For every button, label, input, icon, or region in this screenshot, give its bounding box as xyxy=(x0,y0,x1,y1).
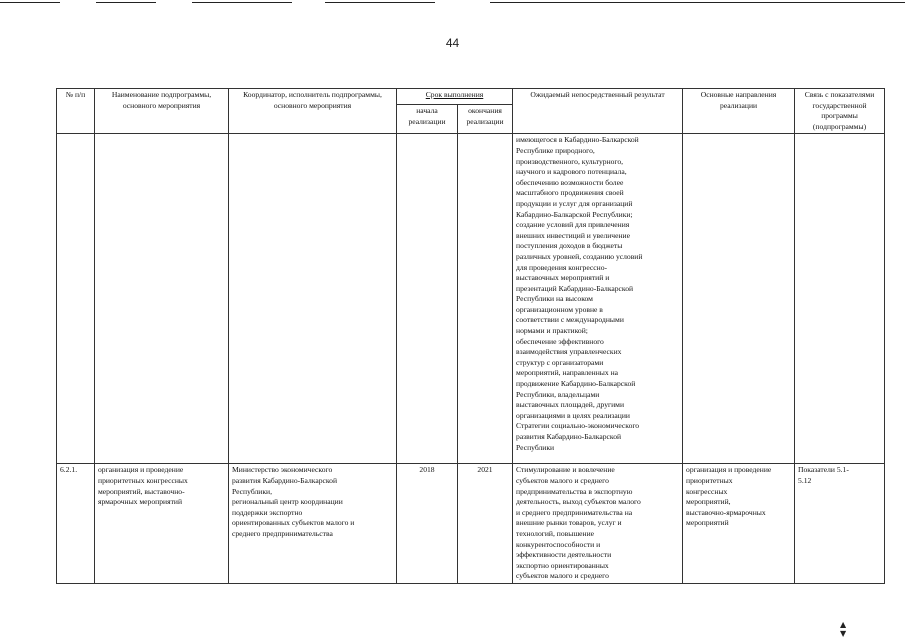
cell-empty xyxy=(683,134,795,464)
header-result: Ожидаемый непосредственный результат xyxy=(513,89,683,134)
cell-end: 2021 xyxy=(458,464,513,584)
header-end: окончания реализации xyxy=(458,105,513,134)
cell-link: Показатели 5.1- 5.12 xyxy=(795,464,885,584)
header-name: Наименование подпрограммы, основного мероприятия xyxy=(95,89,229,134)
top-rule-3 xyxy=(192,2,292,3)
header-num: № п/п xyxy=(57,89,95,134)
cell-result: Стимулирование и вовлечение субъектов малого и среднего предпринимательства в экспортную деятельность, выход субъектов малого и среднего предпринимательства на внешние рынки товаров, услуг и технологий, повышение конкурентоспособности и эффективности деятельности экспортно ориентированных субъектов малого и среднего xyxy=(513,464,683,584)
top-rule-4 xyxy=(325,2,435,3)
cell-empty xyxy=(795,134,885,464)
cell-empty xyxy=(229,134,397,464)
cell-coordinator: Министерство экономического развития Кабардино-Балкарской Республики, региональный центр координации поддержки экспортно ориентированных субъектов малого и среднего предпринимательства xyxy=(229,464,397,584)
cell-directions: организация и проведение приоритетных конгрессных мероприятий, выставочно-ярмарочных мероприятий xyxy=(683,464,795,584)
top-rule-1 xyxy=(0,2,60,3)
cell-empty xyxy=(57,134,95,464)
footer-marks: ▲ ▼ xyxy=(840,620,865,638)
header-period xyxy=(397,89,513,105)
cell-num: 6.2.1. xyxy=(57,464,95,584)
program-table xyxy=(56,88,885,584)
cell-empty xyxy=(458,134,513,464)
header-start: начала реализации xyxy=(397,105,458,134)
cell-empty xyxy=(95,134,229,464)
header-period-label: Срок выполнения xyxy=(425,90,484,99)
page-number: 44 xyxy=(445,36,460,50)
header-link: Связь с показателями государственной программы (подпрограммы) xyxy=(795,89,885,134)
cell-name: организация и проведение приоритетных конгрессных мероприятий, выставочно- ярмарочных мероприятий xyxy=(95,464,229,584)
cell-start: 2018 xyxy=(397,464,458,584)
header-row-1 xyxy=(57,89,885,105)
header-coordinator: Координатор, исполнитель подпрограммы, основного мероприятия xyxy=(229,89,397,134)
cell-result: имеющегося в Кабардино-Балкарской Республике природного, производственного, культурного, научного и кадрового потенциала, обеспечению возможности более масштабного продвижения своей продукции и услуг для организаций Кабардино-Балкарской Республики; создание условий для привлечения внешних инвестиций и увеличение поступления доходов в бюджеты различных уровней, созданию условий для проведения конгрессно- выставочных мероприятий и презентаций Кабардино-Балкарской Республики на высоком организационном уровне в соответствии с международными нормами и практикой; обеспечение эффективного взаимодействия управленческих структур с организаторами мероприятий, направленных на продвижение Кабардино-Балкарской Республики, владельцами выставочных площадей, другими организациями в целях реализации Стратегии социально-экономического развития Кабардино-Балкарской Республики xyxy=(513,134,683,464)
table-row xyxy=(57,464,885,584)
cell-empty xyxy=(397,134,458,464)
table-row-continuation xyxy=(57,134,885,464)
top-rule-2 xyxy=(96,2,156,3)
header-directions: Основные направления реализации xyxy=(683,89,795,134)
top-rule-5 xyxy=(490,2,905,3)
